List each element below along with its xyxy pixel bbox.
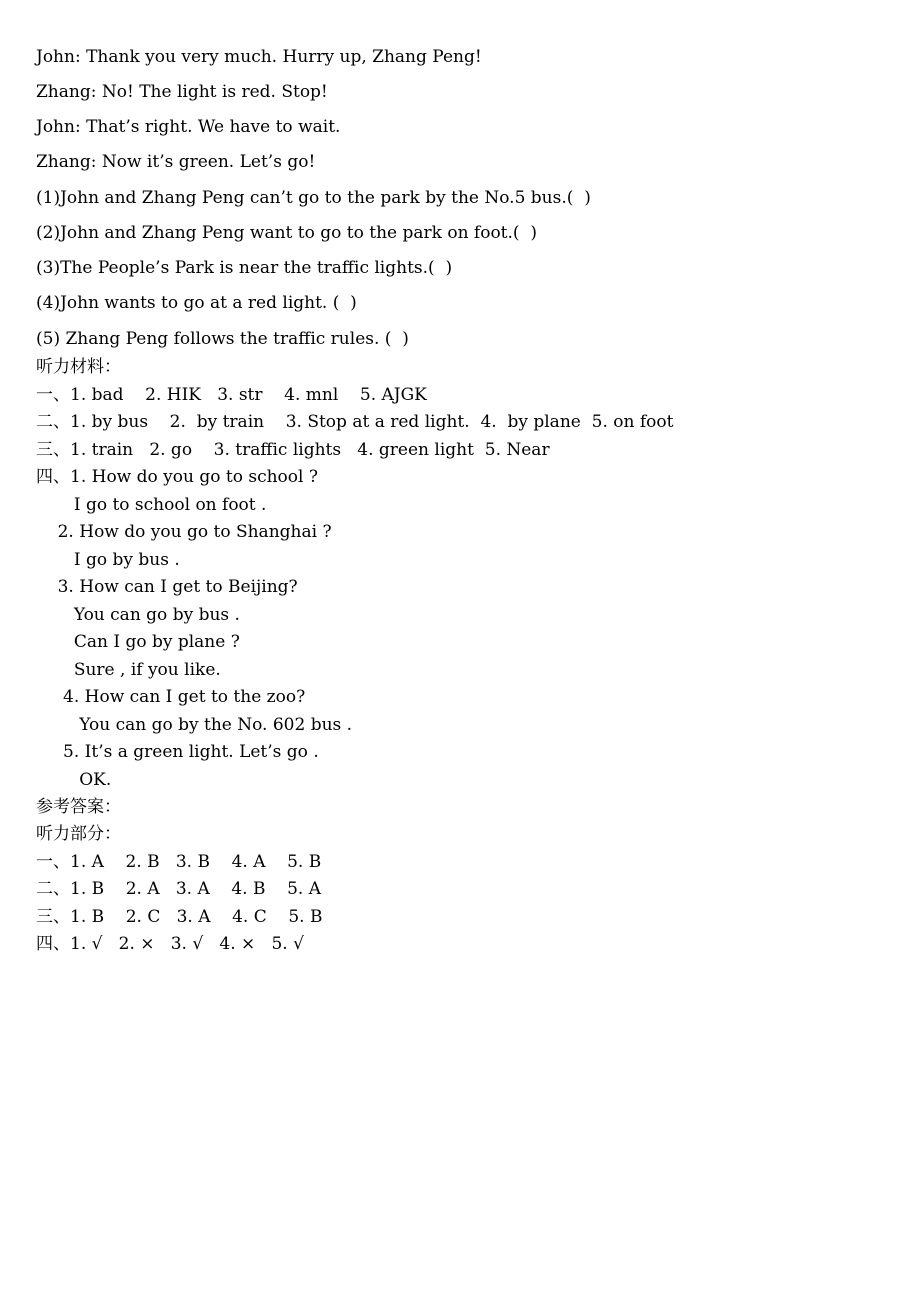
listening-part-4-q1: 四、1. How do you go to school ? [36, 467, 318, 487]
listening-part-4-a5: OK. [36, 770, 112, 790]
document-page [36, 0, 906, 1300]
listening-part-4-q3: 3. How can I get to Beijing? [36, 577, 298, 597]
listening-part-4-a3b: Sure , if you like. [36, 660, 221, 680]
answers-heading: 参考答案： [36, 797, 121, 817]
listening-material-heading: 听力材料： [36, 357, 121, 377]
dialogue-line-john-2: John: That’s right. We have to wait. [36, 117, 341, 137]
question-1: (1)John and Zhang Peng can’t go to the park by the No.5 bus.( ) [36, 188, 591, 208]
listening-part-4-q3b: Can I go by plane ? [36, 632, 240, 652]
answers-subheading: 听力部分： [36, 824, 121, 844]
question-5: (5) Zhang Peng follows the traffic rules. ( ) [36, 329, 409, 349]
answers-row-1: 一、1. A 2. B 3. B 4. A 5. B [36, 852, 322, 872]
question-2: (2)John and Zhang Peng want to go to the park on foot.( ) [36, 223, 537, 243]
listening-part-4-a3: You can go by bus . [36, 605, 240, 625]
question-4: (4)John wants to go at a red light. ( ) [36, 293, 357, 313]
listening-part-1: 一、1. bad 2. HIK 3. str 4. mnl 5. AJGK [36, 385, 427, 405]
answers-row-4: 四、1. √ 2. × 3. √ 4. × 5. √ [36, 934, 304, 954]
answers-row-2: 二、1. B 2. A 3. A 4. B 5. A [36, 879, 321, 899]
listening-part-4-a2: I go by bus . [36, 550, 180, 570]
dialogue-line-zhang-2: Zhang: Now it’s green. Let’s go! [36, 152, 316, 172]
listening-part-4-q2: 2. How do you go to Shanghai ? [36, 522, 332, 542]
listening-part-3: 三、1. train 2. go 3. traffic lights 4. green light 5. Near [36, 440, 550, 460]
dialogue-line-zhang-1: Zhang: No! The light is red. Stop! [36, 82, 328, 102]
listening-part-4-a4: You can go by the No. 602 bus . [36, 715, 353, 735]
dialogue-line-john-1: John: Thank you very much. Hurry up, Zhang Peng! [36, 47, 482, 67]
listening-part-4-a1: I go to school on foot . [36, 495, 267, 515]
listening-part-4-q4: 4. How can I get to the zoo? [36, 687, 306, 707]
listening-part-2: 二、1. by bus 2. by train 3. Stop at a red light. 4. by plane 5. on foot [36, 412, 674, 432]
answers-row-3: 三、1. B 2. C 3. A 4. C 5. B [36, 907, 323, 927]
listening-part-4-q5: 5. It’s a green light. Let’s go . [36, 742, 319, 762]
question-3: (3)The People’s Park is near the traffic lights.( ) [36, 258, 453, 278]
